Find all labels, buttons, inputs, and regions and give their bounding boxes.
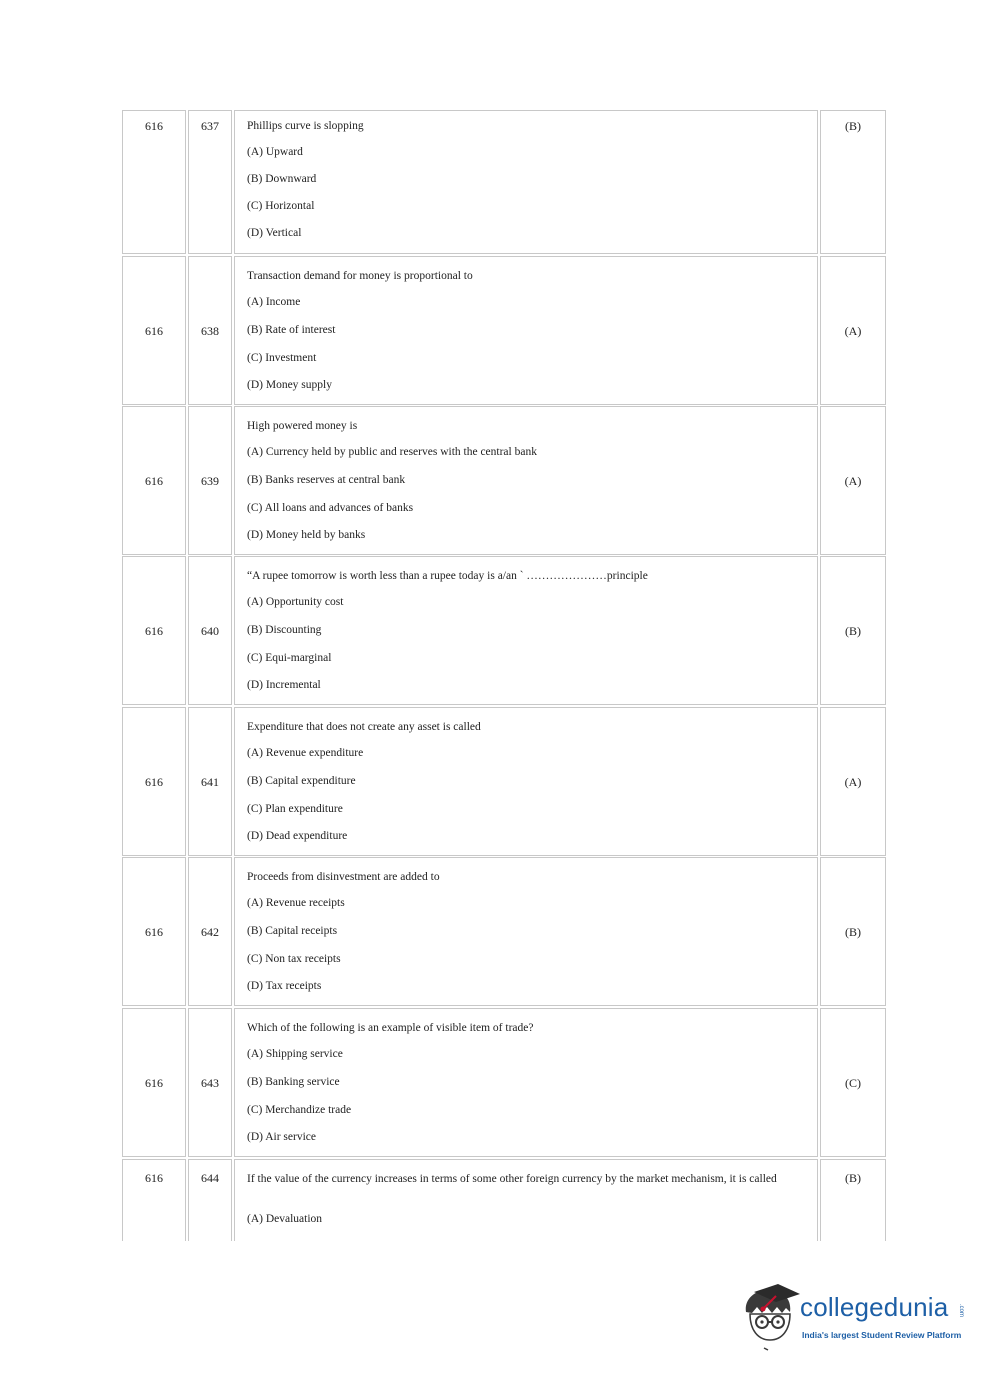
option-b: (B) Discounting [247, 624, 322, 636]
table-row [122, 1159, 886, 1241]
paper-code: 616 [145, 925, 163, 939]
paper-code: 616 [145, 119, 163, 133]
answer-cell [820, 1159, 886, 1241]
mascot-icon [740, 1282, 800, 1352]
question-number: 637 [201, 119, 219, 133]
question-number: 638 [201, 324, 219, 338]
question-cell [234, 256, 818, 405]
question-number-cell [188, 1159, 232, 1241]
question-text: Expenditure that does not create any asset is called [247, 721, 481, 733]
option-a: (A) Opportunity cost [247, 596, 344, 608]
option-c: (C) Equi-marginal [247, 652, 332, 664]
option-b: (B) Downward [247, 173, 317, 185]
paper-code: 616 [145, 1171, 163, 1185]
option-a: (A) Income [247, 296, 301, 308]
table-row [122, 707, 886, 856]
paper-code: 616 [145, 1076, 163, 1090]
option-d: (D) Tax receipts [247, 980, 322, 992]
option-b: (B) Capital expenditure [247, 775, 356, 787]
question-number-cell [188, 556, 232, 705]
answer: (A) [844, 474, 862, 488]
option-b: (B) Capital receipts [247, 925, 338, 937]
answer-cell [820, 1008, 886, 1157]
question-cell [234, 1159, 818, 1241]
question-cell [234, 857, 818, 1006]
question-number-cell [188, 256, 232, 405]
paper-code-cell [122, 707, 186, 856]
question-text: Phillips curve is slopping [247, 120, 364, 132]
option-b: (B) Banking service [247, 1076, 340, 1088]
table-row [122, 556, 886, 705]
question-cell [234, 707, 818, 856]
table-row [122, 857, 886, 1006]
paper-code: 616 [145, 474, 163, 488]
question-number-cell [188, 110, 232, 254]
question-number: 639 [201, 474, 219, 488]
option-b: (B) Banks reserves at central bank [247, 474, 406, 486]
paper-code-cell [122, 256, 186, 405]
question-text: If the value of the currency increases in terms of some other foreign currency by the market mechanism, it is called [247, 1173, 777, 1185]
option-d: (D) Incremental [247, 679, 321, 691]
question-cell [234, 556, 818, 705]
question-text: Transaction demand for money is proportional to [247, 270, 473, 282]
option-d: (D) Vertical [247, 227, 302, 239]
logo-tagline: India's largest Student Review Platform [802, 1330, 962, 1340]
paper-code-cell [122, 1159, 186, 1241]
table-row [122, 1008, 886, 1157]
option-c: (C) Horizontal [247, 200, 315, 212]
question-number: 644 [201, 1171, 219, 1185]
question-number-cell [188, 857, 232, 1006]
option-d: (D) Money supply [247, 379, 332, 391]
option-c: (C) Non tax receipts [247, 953, 341, 965]
option-a: (A) Currency held by public and reserves with the central bank [247, 446, 537, 458]
option-d: (D) Money held by banks [247, 529, 366, 541]
question-number-cell [188, 707, 232, 856]
option-c: (C) All loans and advances of banks [247, 502, 414, 514]
answer-cell [820, 406, 886, 555]
question-cell [234, 1008, 818, 1157]
table-row [122, 110, 886, 254]
collegedunia-logo [740, 1282, 970, 1352]
answer-cell [820, 110, 886, 254]
option-a: (A) Devaluation [247, 1213, 323, 1225]
logo-wordmark: collegedunia [800, 1292, 949, 1322]
option-a: (A) Revenue expenditure [247, 747, 364, 759]
option-c: (C) Investment [247, 352, 317, 364]
answer: (A) [844, 775, 862, 789]
table-row [122, 406, 886, 555]
paper-code: 616 [145, 775, 163, 789]
answer-cell [820, 857, 886, 1006]
option-a: (A) Upward [247, 146, 303, 158]
paper-code: 616 [145, 624, 163, 638]
answer-cell [820, 256, 886, 405]
option-b: (B) Rate of interest [247, 324, 336, 336]
paper-code-cell [122, 857, 186, 1006]
answer: (B) [845, 119, 861, 133]
paper-code-cell [122, 556, 186, 705]
option-d: (D) Air service [247, 1131, 316, 1143]
paper-code: 616 [145, 324, 163, 338]
question-text: High powered money is [247, 420, 358, 432]
answer: (A) [844, 324, 862, 338]
question-cell [234, 110, 818, 254]
option-a: (A) Revenue receipts [247, 897, 345, 909]
option-c: (C) Plan expenditure [247, 803, 343, 815]
question-number: 642 [201, 925, 219, 939]
paper-code-cell [122, 406, 186, 555]
question-cell [234, 406, 818, 555]
answer: (C) [845, 1076, 861, 1090]
option-a: (A) Shipping service [247, 1048, 343, 1060]
answer-cell [820, 707, 886, 856]
paper-code-cell [122, 110, 186, 254]
question-number: 640 [201, 624, 219, 638]
table-row [122, 256, 886, 405]
question-number-cell [188, 406, 232, 555]
answer: (B) [845, 925, 861, 939]
answer-cell [820, 556, 886, 705]
option-c: (C) Merchandize trade [247, 1104, 352, 1116]
question-text: Which of the following is an example of visible item of trade? [247, 1022, 534, 1034]
question-number-cell [188, 1008, 232, 1157]
option-d: (D) Dead expenditure [247, 830, 348, 842]
answer: (B) [845, 624, 861, 638]
answer: (B) [845, 1171, 861, 1185]
question-number: 641 [201, 775, 219, 789]
question-number: 643 [201, 1076, 219, 1090]
question-text: “A rupee tomorrow is worth less than a rupee today is a/an ` …………………principle [247, 570, 648, 582]
logo-domain-suffix: .com [958, 1304, 964, 1318]
question-text: Proceeds from disinvestment are added to [247, 871, 440, 883]
question-table [122, 110, 886, 1241]
paper-code-cell [122, 1008, 186, 1157]
